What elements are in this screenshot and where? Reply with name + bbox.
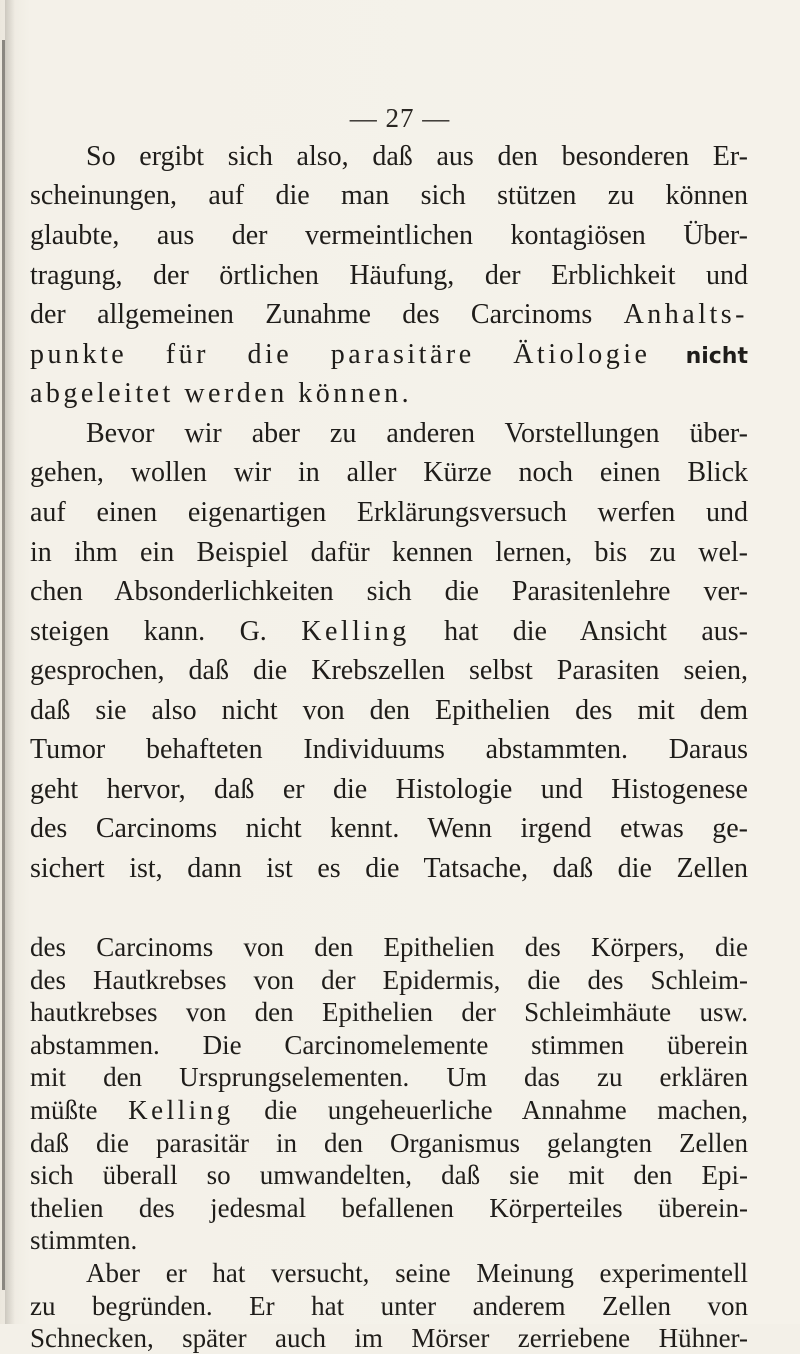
text-line: tragung, der örtlichen Häufung, der Erblichkeit und xyxy=(30,260,748,291)
text-line: abstammen. Die Carcinomelemente stimmen überein xyxy=(30,1030,748,1060)
page-number: — 27 — xyxy=(349,103,451,133)
text-line: sichert ist, dann ist es die Tatsache, daß die Zellen xyxy=(30,853,748,884)
text-line: zu begründen. Er hat unter anderem Zellen von xyxy=(30,1291,748,1321)
text-line: Tumor behafteten Individuums abstammten. Daraus xyxy=(30,734,748,765)
emphasized-phrase: punkte für die parasitäre Ätiologie xyxy=(30,339,651,370)
text-line: chen Absonderlichkeiten sich die Parasitenlehre ver- xyxy=(30,576,748,607)
text-line xyxy=(30,1094,748,1126)
text-fragment: hat die Ansicht aus- xyxy=(444,616,749,647)
text-line: des Carcinoms von den Epithelien des Körpers, die xyxy=(30,932,748,962)
text-line: in ihm ein Beispiel dafür kennen lernen, bis zu wel- xyxy=(30,537,748,568)
text-fragment: der allgemeinen Zunahme des Carcinoms xyxy=(30,299,593,330)
text-fragment: die ungeheuerliche Annahme machen, xyxy=(264,1095,749,1125)
text-line: hautkrebses von den Epithelien der Schleimhäute usw. xyxy=(30,997,748,1027)
text-line: geht hervor, daß er die Histologie und Histogenese xyxy=(30,774,748,805)
author-name: Kelling xyxy=(301,616,410,647)
text-line: Aber er hat versucht, seine Meinung experimentell xyxy=(86,1258,748,1288)
text-fragment: müßte xyxy=(30,1095,98,1125)
text-fragment: steigen kann. G. xyxy=(30,616,267,647)
text-line: gesprochen, daß die Krebszellen selbst Parasiten seien, xyxy=(30,655,748,686)
text-line: des Carcinoms nicht kennt. Wenn irgend etwas ge- xyxy=(30,813,748,844)
text-line: scheinungen, auf die man sich stützen zu können xyxy=(30,180,748,211)
text-line: des Hautkrebses von der Epidermis, die des Schleim- xyxy=(30,965,748,995)
text-line: auf einen eigenartigen Erklärungsversuch werfen und xyxy=(30,497,748,528)
text-line: So ergibt sich also, daß aus den besonderen Er- xyxy=(86,141,748,172)
text-line: gehen, wollen wir in aller Kürze noch einen Blick xyxy=(30,457,748,488)
text-line: Schnecken, später auch im Mörser zerriebene Hühner- xyxy=(30,1323,748,1353)
text-line: Bevor wir aber zu anderen Vorstellungen über- xyxy=(86,418,748,449)
text-line: mit den Ursprungselementen. Um das zu erklären xyxy=(30,1062,748,1092)
text-line: daß sie also nicht von den Epithelien des mit dem xyxy=(30,695,748,726)
text-line: daß die parasitär in den Organismus gelangten Zellen xyxy=(30,1128,748,1158)
emphasized-word: nicht xyxy=(685,344,748,369)
text-line: abgeleitet werden können. xyxy=(30,378,413,409)
text-line xyxy=(30,298,748,332)
text-line xyxy=(30,338,748,374)
text-line: stimmten. xyxy=(30,1225,138,1255)
emphasized-word: Anhalts- xyxy=(623,299,749,330)
text-line: glaubte, aus der vermeintlichen kontagiösen Über- xyxy=(30,220,748,251)
text-line xyxy=(30,615,748,649)
text-line: thelien des jedesmal befallenen Körperteiles überein- xyxy=(30,1193,748,1223)
text-line: sich überall so umwandelten, daß sie mit den Epi- xyxy=(30,1160,748,1190)
author-name: Kelling xyxy=(128,1095,234,1125)
